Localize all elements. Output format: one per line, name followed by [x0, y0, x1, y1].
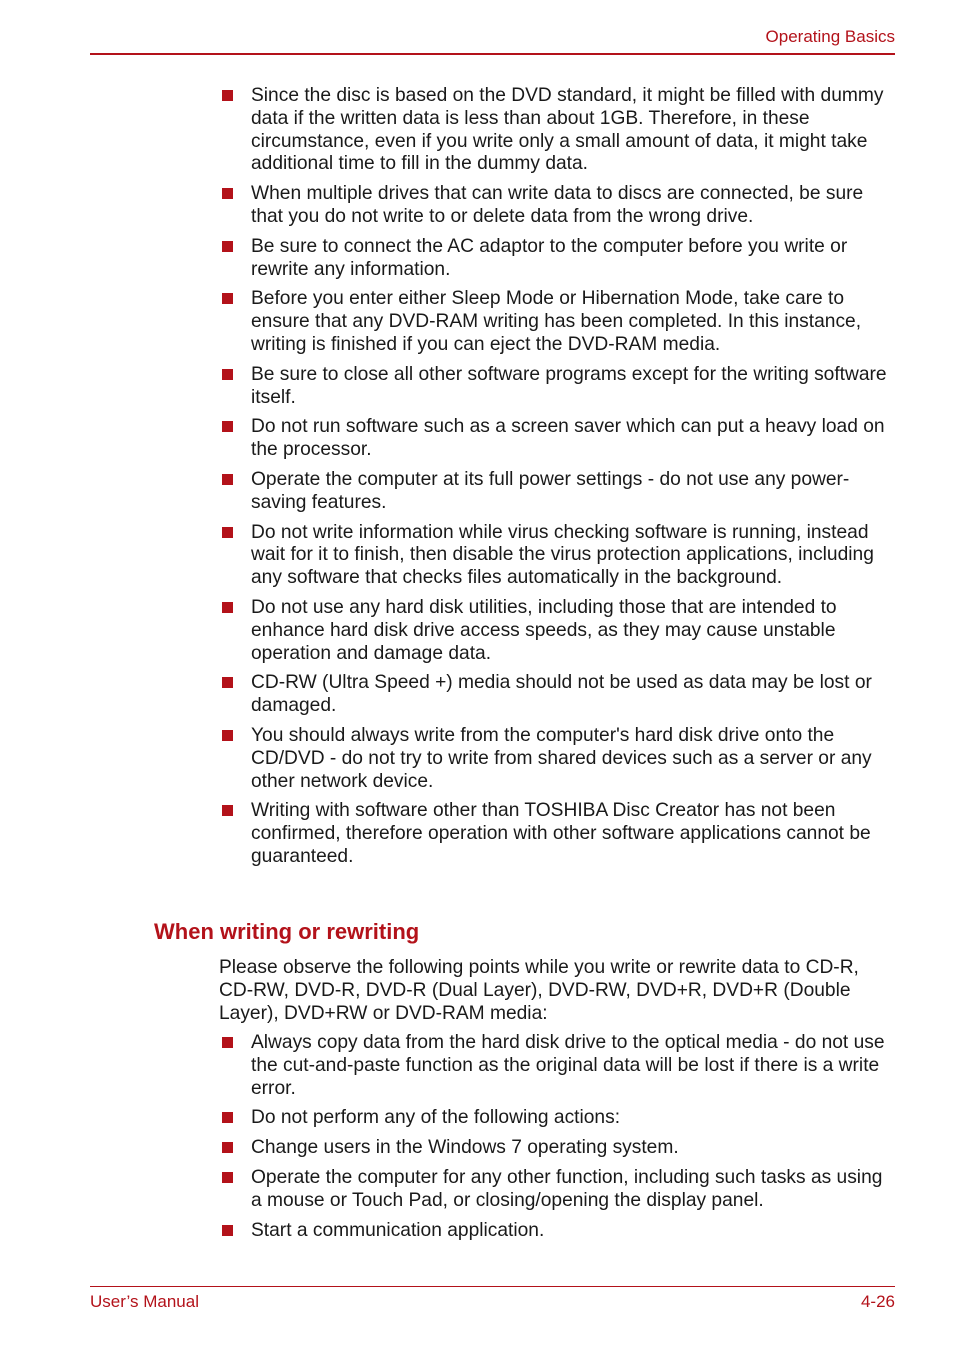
- list-item: [219, 183, 894, 229]
- list-item: [219, 288, 894, 356]
- list-item-text: Do not write information while virus checking software is running, instead wait for it to finish, then disable the virus protection applications, including any software that checks files automatically in the background.: [251, 521, 874, 589]
- square-bullet-icon: [222, 1142, 233, 1153]
- list-item-text: Operate the computer for any other function, including such tasks as using a mouse or Touch Pad, or closing/opening the display panel.: [251, 1166, 883, 1211]
- section-heading: When writing or rewriting: [154, 919, 420, 944]
- list-item: [219, 1137, 894, 1160]
- square-bullet-icon: [222, 474, 233, 485]
- list-item-text: Before you enter either Sleep Mode or Hibernation Mode, take care to ensure that any DVD-RAM writing has been completed. In this instance, writing is finished if you can eject the DVD-RAM media.: [251, 288, 862, 355]
- list-item: [219, 1220, 894, 1243]
- list-item: [219, 522, 894, 590]
- list-item: [219, 236, 894, 282]
- list-item-text: Operate the computer at its full power settings - do not use any power-saving features.: [251, 468, 850, 513]
- list-item-text: Since the disc is based on the DVD standard, it might be filled with dummy data if the written data is less than about 1GB. Therefore, in these circumstance, even if you write only a small amount of data, it might take additional time to fill in the dummy data.: [251, 85, 884, 175]
- header-section-title: Operating Basics: [765, 27, 895, 46]
- square-bullet-icon: [222, 421, 233, 432]
- list-item-text: Do not perform any of the following actions:: [251, 1107, 621, 1129]
- list-item-text: When multiple drives that can write data to discs are connected, be sure that you do not write to or delete data from the wrong drive.: [251, 183, 864, 227]
- square-bullet-icon: [222, 90, 233, 101]
- section-intro: Please observe the following points while you write or rewrite data to CD-R, CD-RW, DVD-R, DVD-R (Dual Layer), DVD-RW, DVD+R, DVD+R (Double Layer), DVD+RW or DVD-RAM media:: [219, 957, 859, 1024]
- square-bullet-icon: [222, 1172, 233, 1183]
- writing-precautions-list: [219, 1032, 894, 1249]
- list-item-text: Change users in the Windows 7 operating system.: [251, 1137, 679, 1159]
- list-item: [219, 1107, 894, 1130]
- footer-divider: [90, 1286, 895, 1287]
- list-item-text: Writing with software other than TOSHIBA Disc Creator has not been confirmed, therefore operation with other software applications cannot be guaranteed.: [251, 800, 871, 867]
- list-item: [219, 725, 894, 793]
- header-divider: [90, 53, 895, 55]
- list-item: [219, 85, 894, 176]
- list-item-text: Do not use any hard disk utilities, including those that are intended to enhance hard disk drive access speeds, as they may cause unstable operation and damage data.: [251, 596, 837, 664]
- list-item-text: You should always write from the computer's hard disk drive onto the CD/DVD - do not try to write from shared devices such as a server or any other network device.: [251, 724, 872, 792]
- list-item-text: Start a communication application.: [251, 1219, 545, 1241]
- square-bullet-icon: [222, 805, 233, 816]
- square-bullet-icon: [222, 730, 233, 741]
- footer-manual-label: User’s Manual: [90, 1292, 199, 1311]
- list-item-text: CD-RW (Ultra Speed +) media should not be used as data may be lost or damaged.: [251, 672, 872, 717]
- list-item-text: Be sure to close all other software programs except for the writing software itself.: [251, 363, 887, 408]
- list-item: [219, 416, 894, 462]
- square-bullet-icon: [222, 293, 233, 304]
- precautions-list: [219, 85, 894, 876]
- square-bullet-icon: [222, 1225, 233, 1236]
- page-number: 4-26: [860, 1292, 895, 1311]
- list-item-text: Do not run software such as a screen saver which can put a heavy load on the processor.: [251, 416, 885, 461]
- list-item-text: Be sure to connect the AC adaptor to the computer before you write or rewrite any information.: [251, 235, 848, 280]
- list-item-text: Always copy data from the hard disk drive to the optical media - do not use the cut-and-paste function as the original data will be lost if there is a write error.: [251, 1032, 885, 1099]
- list-item: [219, 672, 894, 718]
- list-item: [219, 597, 894, 665]
- square-bullet-icon: [222, 677, 233, 688]
- square-bullet-icon: [222, 188, 233, 199]
- square-bullet-icon: [222, 369, 233, 380]
- list-item: [219, 364, 894, 410]
- square-bullet-icon: [222, 602, 233, 613]
- square-bullet-icon: [222, 1037, 233, 1048]
- square-bullet-icon: [222, 241, 233, 252]
- list-item: [219, 469, 894, 515]
- square-bullet-icon: [222, 527, 233, 538]
- list-item: [219, 1167, 894, 1213]
- square-bullet-icon: [222, 1112, 233, 1123]
- list-item: [219, 800, 894, 868]
- list-item: [219, 1032, 894, 1100]
